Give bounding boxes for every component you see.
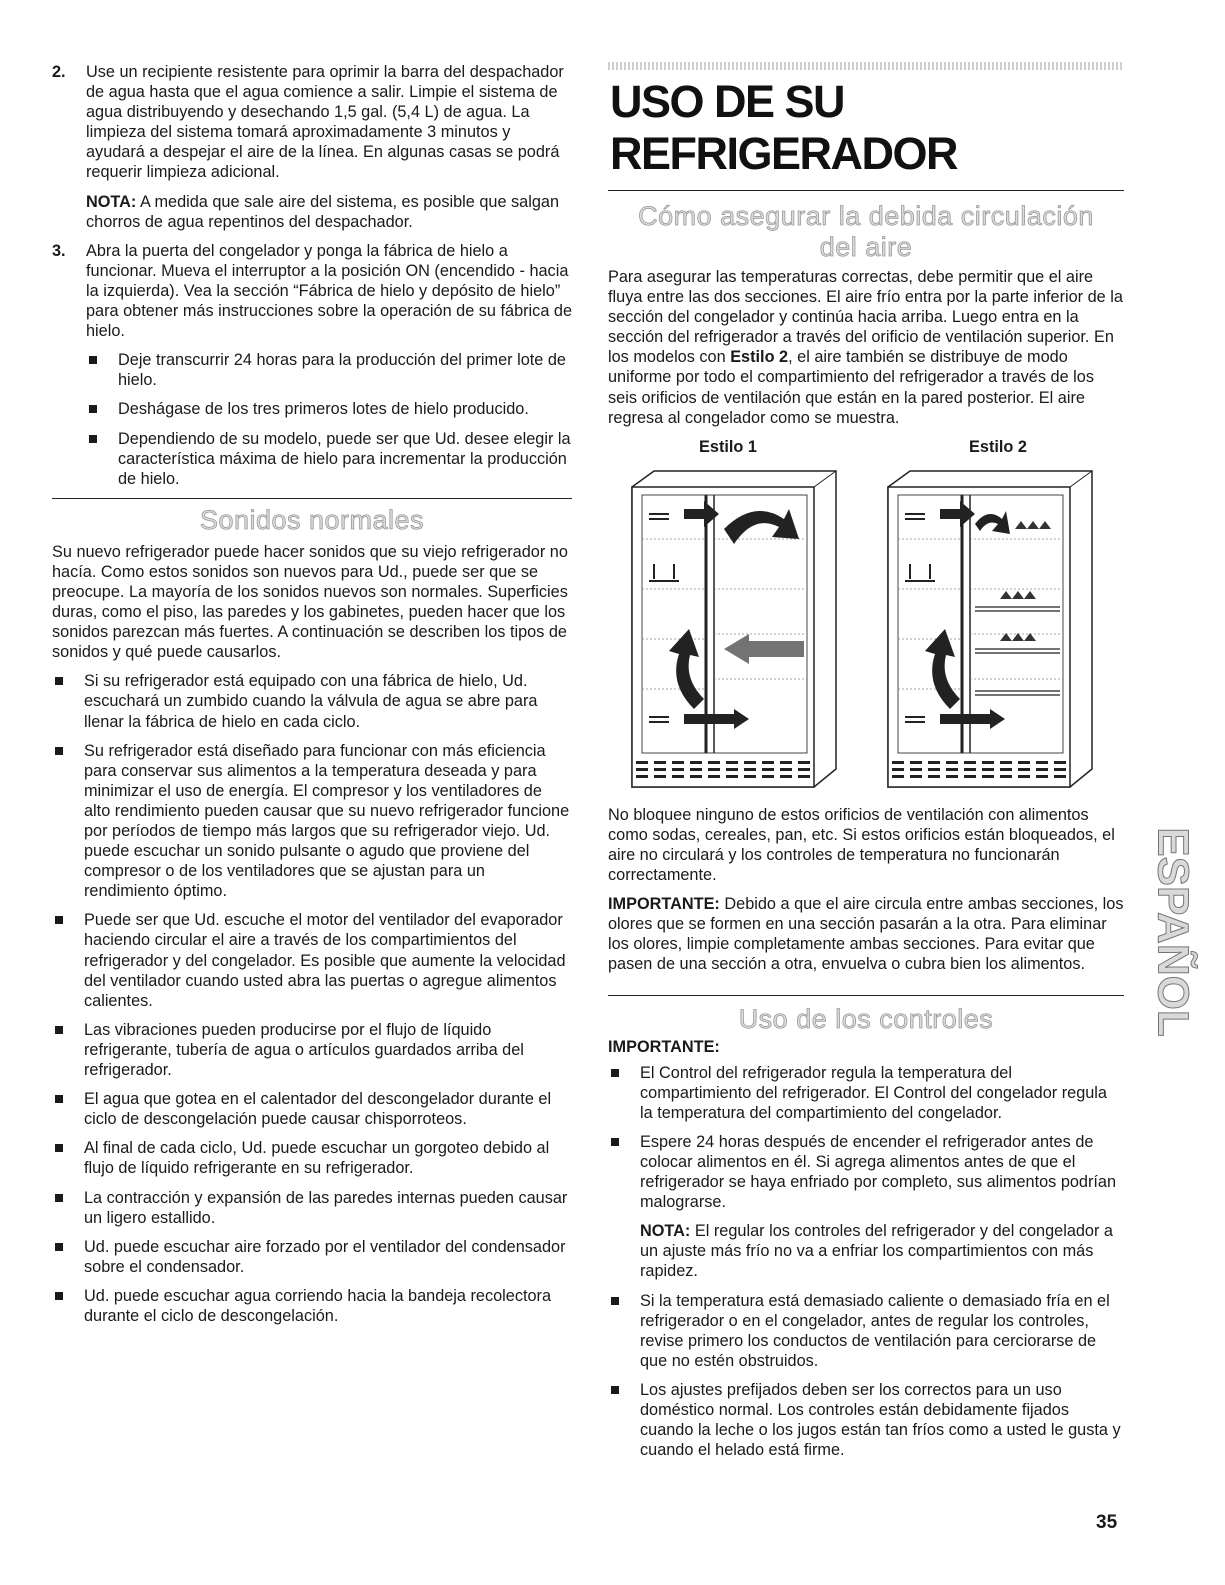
list-item: Al final de cada ciclo, Ud. puede escuchar un gorgoteo debido al flujo de líquido refrigerante en su refrigerador.	[52, 1138, 572, 1178]
right-column	[608, 62, 1124, 1469]
list-item: Dependiendo de su modelo, puede ser que Ud. desee elegir la característica máxima de hielo para incrementar la producción de hielo.	[86, 429, 572, 489]
list-item: El agua que gotea en el calentador del descongelador durante el ciclo de descongelación puede causar chisporroteos.	[52, 1089, 572, 1129]
language-side-tab	[1148, 812, 1198, 1052]
list-item	[608, 1132, 1124, 1282]
important-paragraph	[608, 894, 1124, 974]
list-item: Su refrigerador está diseñado para funcionar con más eficiencia para conservar sus alimentos a la temperatura deseada y para minimizar el uso de energía. El compresor y los ventiladores de alto rendimiento pueden causar que su nuevo refrigerador funcione por períodos de tiempo más largos que su refrigerador viejo. Ud. puede escuchar un sonido pulsante o agudo que proviene del compresor o de los ventiladores que se ajustan para un rendimiento óptimo.	[52, 741, 572, 902]
refrigerator-style1-illustration	[624, 469, 846, 791]
controles-note	[640, 1221, 1124, 1281]
paragraph-text: Debido a que el aire circula entre ambas secciones, los olores que se formen en una sección pasarán a la otra. Para eliminar los olores, limpie completamente ambas secciones. Para evitar que pasen de una sección a otra, envuelva o cubra bien los alimentos.	[608, 895, 1124, 974]
list-item: Deshágase de los tres primeros lotes de hielo producido.	[86, 399, 572, 419]
airflow-diagrams	[624, 469, 1102, 791]
step-text: Use un recipiente resistente para oprimir la barra del despachador de agua hasta que el agua comience a salir. Limpie el sistema de agua distribuyendo y desechando 1,5 gal. (5,4 L) de agua. La limpieza del sistema tomará aproximadamente 3 minutos y ayudará a despejar el aire de la línea. En algunas casas se podrá requerir limpieza adicional.	[86, 63, 564, 182]
section-divider	[608, 190, 1124, 191]
list-item: Las vibraciones pueden producirse por el flujo de líquido refrigerante, tubería de agua o artículos guardados arriba del refrigerador.	[52, 1020, 572, 1080]
list-item: Los ajustes prefijados deben ser los correctos para un uso doméstico normal. Los controles están debidamente fijados cuando la leche o los jugos están tan fríos como a usted le gusta y cuando el helado está firme.	[608, 1380, 1124, 1460]
important-label: IMPORTANTE:	[608, 895, 720, 914]
step-item	[52, 62, 572, 232]
style-labels	[628, 438, 1098, 457]
sonidos-intro: Su nuevo refrigerador puede hacer sonidos que su viejo refrigerador no hacía. Como estos sonidos son nuevos para Ud., puede ser que se preocupe. La mayoría de los sonidos nuevos son normales. Superficies duras, como el piso, las paredes y los gabinetes, pueden hacer que los sonidos parezcan más fuertes. A continuación se describen los tipos de sonidos y qué puede causarlos.	[52, 542, 568, 662]
refrigerator-style2-illustration	[880, 469, 1102, 791]
list-item: Ud. puede escuchar aire forzado por el ventilador del condensador sobre el condensador.	[52, 1237, 572, 1277]
section-title-controles: Uso de los controles	[738, 1003, 994, 1034]
step-number: 3.	[52, 241, 66, 260]
style1-label: Estilo 1	[699, 437, 757, 456]
list-item: La contracción y expansión de las paredes internas pueden causar un ligero estallido.	[52, 1188, 572, 1228]
paragraph-text: Para asegurar las temperaturas correctas, debe permitir que el aire fluya entre las dos secciones. El aire frío entra por la parte inferior de la sección del congelador y continúa hacia arriba. Luego entra en la sección del refrigerador a través del orificio de ventilación superior. En los modelos con	[608, 268, 1123, 367]
section-title-sonidos: Sonidos normales	[199, 504, 425, 535]
circulacion-paragraph	[608, 267, 1124, 428]
section-title-circulacion	[608, 201, 1124, 263]
list-item: Puede ser que Ud. escuche el motor del ventilador del evaporador haciendo circular el aire a través de los compartimientos del refrigerador y del congelador. Es posible que aumente la velocidad del ventilador cuando usted abra las puertas o agregue alimentos calientes.	[52, 910, 572, 1010]
instruction-steps	[52, 62, 572, 489]
page-title: USO DE SU REFRIGERADOR	[610, 76, 958, 179]
controles-bullets	[608, 1063, 1124, 1461]
style2-diagram	[880, 469, 1102, 791]
important-heading: IMPORTANTE:	[608, 1037, 720, 1056]
ventilation-warning: No bloquee ninguno de estos orificios de ventilación con alimentos como sodas, cereales, pan, etc. Si estos orificios están bloqueados, el aire no circulará y los controles de temperatura no funcionarán correctamente.	[608, 805, 1115, 885]
step-bullets	[86, 350, 572, 489]
decorative-bar	[608, 62, 1124, 70]
style1-diagram	[624, 469, 846, 791]
style2-label: Estilo 2	[969, 437, 1027, 456]
note-label: NOTA:	[86, 192, 137, 211]
note-label: NOTA:	[640, 1222, 691, 1241]
step-text: Abra la puerta del congelador y ponga la fábrica de hielo a funcionar. Mueva el interruptor a la posición ON (encendido - hacia la izquierda). Vea la sección “Fábrica de hielo y depósito de hielo” para obtener más instrucciones sobre la operación de su fábrica de hielo.	[86, 241, 573, 341]
side-tab-label: ESPAÑOL	[1148, 827, 1198, 1037]
left-column	[52, 62, 572, 1335]
paragraph-text: , el aire también se distribuye de modo uniforme por todo el compartimiento del refrigerador a través de los seis orificios de ventilación que están en la pared posterior. El aire regresa al congelador como se muestra.	[608, 348, 1094, 427]
list-item: Deje transcurrir 24 horas para la producción del primer lote de hielo.	[86, 350, 572, 390]
list-item-text: Espere 24 horas después de encender el refrigerador antes de colocar alimentos en él. Si agrega alimentos antes de que el refrigerador se haya enfriado por completo, sus alimentos podrían malograrse.	[640, 1132, 1117, 1212]
list-item: Si su refrigerador está equipado con una fábrica de hielo, Ud. escuchará un zumbido cuando la válvula de agua se abre para llenar la fábrica de hielo en cada ciclo.	[52, 671, 572, 731]
list-item: Ud. puede escuchar agua corriendo hacia la bandeja recolectora durante el ciclo de descongelación.	[52, 1286, 572, 1326]
list-item: Si la temperatura está demasiado caliente o demasiado fría en el refrigerador o en el congelador, antes de regular los controles, revise primero los conductos de ventilación para cerciorarse de que no estén obstruidos.	[608, 1291, 1124, 1371]
note-text: A medida que sale aire del sistema, es posible que salgan chorros de agua repentinos del despachador.	[86, 192, 560, 231]
step-number: 2.	[52, 63, 66, 81]
sonidos-bullets	[52, 671, 572, 1326]
section-divider	[52, 498, 572, 499]
bold-text: Estilo 2	[730, 348, 789, 367]
page-number: 35	[1096, 1512, 1118, 1533]
note-text: El regular los controles del refrigerador y del congelador a un ajuste más frío no va a enfriar los compartimientos con más rapidez.	[640, 1222, 1113, 1281]
section-title-line: Cómo asegurar la debida circulación	[638, 201, 1094, 231]
step-item	[52, 241, 572, 489]
list-item: El Control del refrigerador regula la temperatura del compartimiento del refrigerador. El Control del congelador regula la temperatura del compartimiento del congelador.	[608, 1063, 1124, 1123]
step-note	[86, 192, 572, 232]
section-divider	[608, 995, 1124, 996]
section-title-line: del aire	[819, 232, 913, 262]
